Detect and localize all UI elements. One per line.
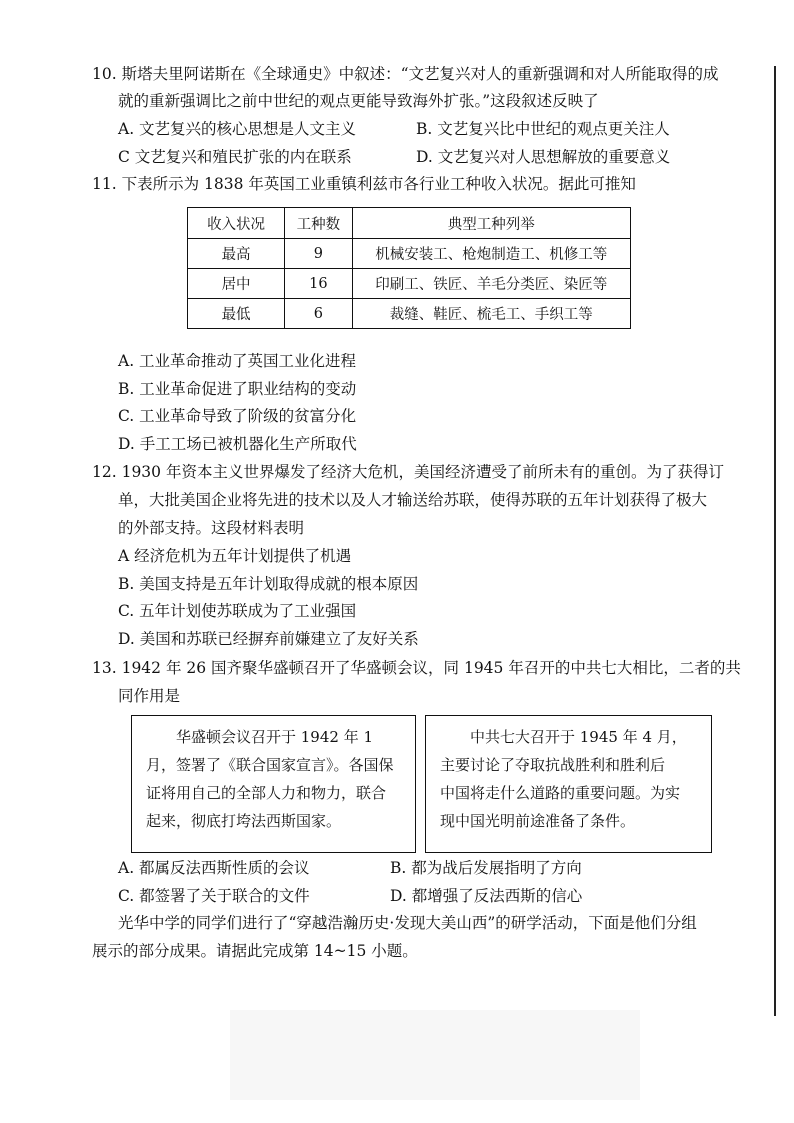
intro-line-2: 展示的部分成果。请据此完成第 14~15 小题。: [92, 942, 418, 960]
q10-option-a: A. 文艺复兴的核心思想是人文主义: [118, 120, 357, 138]
table-cell: 机械安装工、枪炮制造工、机修工等: [352, 239, 630, 269]
table-cell: 6: [285, 299, 352, 329]
q11-option-a: A. 工业革命推动了英国工业化进程: [118, 352, 357, 370]
q12-option-a: A 经济危机为五年计划提供了机遇: [118, 547, 352, 565]
q13-option-c: C. 都签署了关于联合的文件: [118, 887, 310, 905]
box-left-line: 月，签署了《联合国家宣言》。各国保: [146, 756, 394, 774]
q10-option-d: D. 文艺复兴对人思想解放的重要意义: [416, 148, 671, 166]
scan-faded-area: [230, 1010, 640, 1100]
q11-stem: 11. 下表所示为 1838 年英国工业重镇利兹市各行业工种收入状况。据此可推知: [92, 175, 636, 193]
q10-stem-line-2: 就的重新强调比之前中世纪的观点更能导致海外扩张。”这段叙述反映了: [118, 92, 599, 110]
box-right-line: 主要讨论了夺取抗战胜利和胜利后: [440, 756, 666, 774]
table-row: [188, 269, 631, 299]
q13-option-a: A. 都属反法西斯性质的会议: [118, 859, 310, 877]
table-cell: 最高: [188, 239, 285, 269]
table-header-cell: 典型工种列举: [352, 208, 630, 239]
q12-stem-line-2: 单，大批美国企业将先进的技术以及人才输送给苏联，使得苏联的五年计划获得了极大: [118, 491, 708, 509]
q12-stem-line-3: 的外部支持。这段材料表明: [118, 519, 305, 537]
table-cell: 裁缝、鞋匠、梳毛工、手织工等: [352, 299, 630, 329]
q12-option-b: B. 美国支持是五年计划取得成就的根本原因: [118, 575, 419, 593]
q12-option-d: D. 美国和苏联已经摒弃前嫌建立了友好关系: [118, 630, 419, 648]
q13-option-b: B. 都为战后发展指明了方向: [390, 859, 582, 877]
q10-option-b: B. 文艺复兴比中世纪的观点更关注人: [416, 120, 670, 138]
page-margin-rule: [774, 66, 776, 1016]
cpc-seventh-congress-box: [425, 715, 712, 853]
washington-conference-box: [131, 715, 416, 853]
q12-stem-line-1: 12. 1930 年资本主义世界爆发了经济大危机，美国经济遭受了前所未有的重创。为了获得订: [92, 463, 724, 481]
table-row: [188, 299, 631, 329]
q10-stem-line-1: 10. 斯塔夫里阿诺斯在《全球通史》中叙述：“文艺复兴对人的重新强调和对人所能取得的成: [92, 65, 719, 83]
q13-option-d: D. 都增强了反法西斯的信心: [390, 887, 583, 905]
q11-option-b: B. 工业革命促进了职业结构的变动: [118, 380, 357, 398]
q10-option-c: C 文艺复兴和殖民扩张的内在联系: [118, 148, 352, 166]
box-left-line: 华盛顿会议召开于 1942 年 1: [176, 728, 374, 746]
table-header-cell: 工种数: [285, 208, 352, 239]
box-right-line: 现中国光明前途准备了条件。: [440, 812, 636, 830]
q12-option-c: C. 五年计划使苏联成为了工业强国: [118, 602, 357, 620]
q13-stem-line-1: 13. 1942 年 26 国齐聚华盛顿召开了华盛顿会议，同 1945 年召开的中共七大相比，二者的共: [92, 659, 741, 677]
box-left-line: 证将用自己的全部人力和物力，联合: [146, 784, 387, 802]
table-cell: 印刷工、铁匠、羊毛分类匠、染匠等: [352, 269, 630, 299]
q13-stem-line-2: 同作用是: [118, 687, 181, 705]
table-cell: 16: [285, 269, 352, 299]
income-table: [187, 207, 631, 329]
table-header-cell: 收入状况: [188, 208, 285, 239]
q11-option-d: D. 手工工场已被机器化生产所取代: [118, 435, 357, 453]
table-cell: 居中: [188, 269, 285, 299]
table-header-row: [188, 208, 631, 239]
q11-option-c: C. 工业革命导致了阶级的贫富分化: [118, 407, 357, 425]
box-left-line: 起来，彻底打垮法西斯国家。: [146, 812, 342, 830]
box-right-line: 中国将走什么道路的重要问题。为实: [440, 784, 681, 802]
table-row: [188, 239, 631, 269]
table-cell: 9: [285, 239, 352, 269]
intro-line-1: 光华中学的同学们进行了“穿越浩瀚历史·发现大美山西”的研学活动，下面是他们分组: [118, 914, 697, 932]
table-cell: 最低: [188, 299, 285, 329]
box-right-line: 中共七大召开于 1945 年 4 月，: [470, 728, 687, 746]
